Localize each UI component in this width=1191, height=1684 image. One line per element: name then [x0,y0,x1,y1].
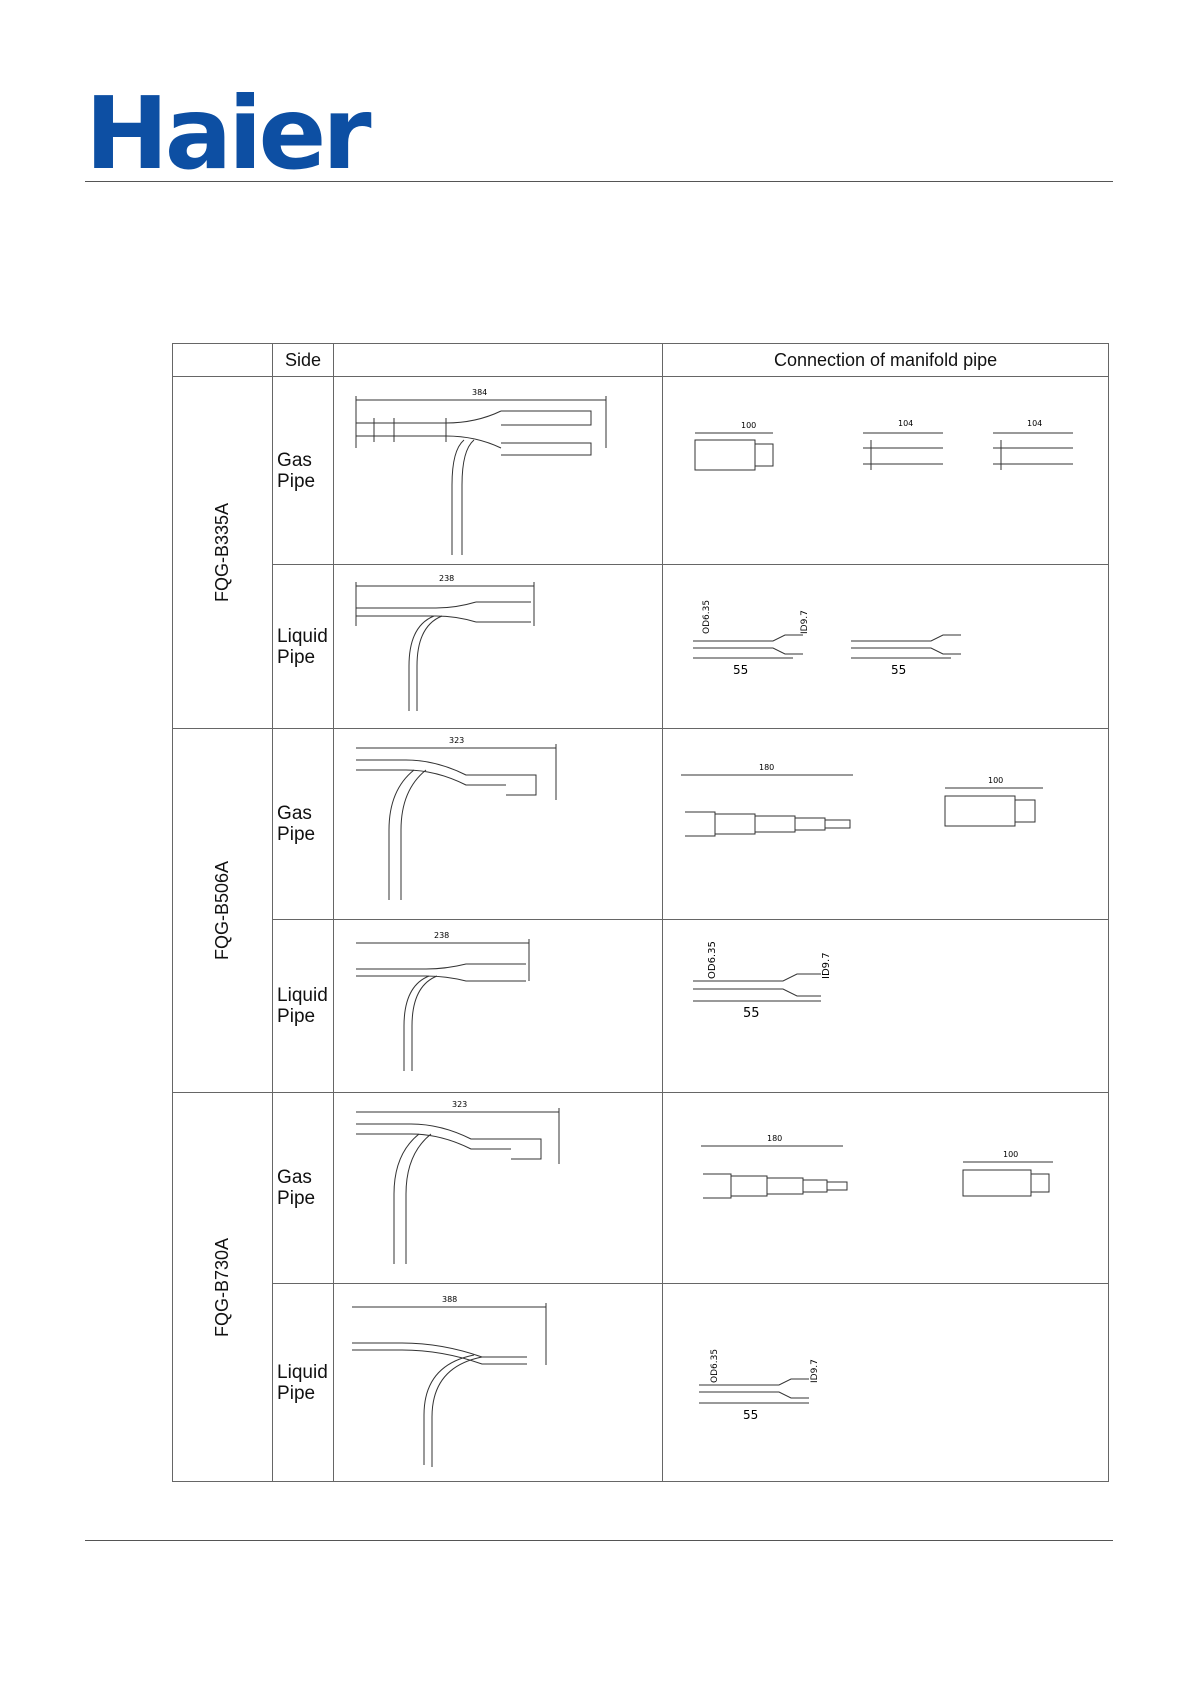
branch-pipe-diagram [334,566,662,728]
liquid-connection-drawing [663,920,1109,1093]
gas-pipe-drawing [334,729,663,920]
header-connection: Connection of manifold pipe [663,344,1109,377]
dimension-label: 384 [472,387,488,397]
side-label: Liquid Pipe [277,1361,328,1404]
connection-diagram [663,1285,1108,1481]
dimension-label: 180 [767,1133,783,1143]
dimension-label: 55 [743,1407,759,1422]
branch-pipe-diagram [334,730,662,919]
connection-diagram [663,566,1108,728]
dimension-label: 55 [743,1005,760,1021]
dimension-label: 100 [1003,1149,1019,1159]
side-label: Liquid Pipe [277,625,328,668]
header-drawing-cell [334,344,663,377]
side-label: Gas Pipe [277,1167,316,1209]
liquid-connection-drawing [663,1284,1109,1482]
table-row [173,1093,1109,1284]
connection-diagram [663,921,1108,1092]
connection-diagram [663,378,1108,564]
header-model-cell [173,344,273,377]
branch-pipe-diagram [334,1285,662,1481]
liquid-pipe-drawing [334,920,663,1093]
dimension-label: ID9.7 [800,609,811,634]
dimension-label: 388 [442,1294,458,1304]
model-cell [173,1093,273,1482]
model-name: FQG-B730A [212,1237,233,1337]
connection-diagram [663,730,1108,919]
dimension-label: 180 [759,762,775,772]
dimension-label: OD6.35 [707,940,719,979]
table-row [173,920,1109,1093]
dimension-label: 323 [452,1099,468,1109]
side-gas [273,1093,334,1284]
branch-pipe-diagram [334,1094,662,1283]
gas-connection-drawing [663,729,1109,920]
footer-divider [85,1540,1113,1541]
table-row [173,1284,1109,1482]
table-header-row [173,344,1109,377]
dimension-label: 55 [891,662,907,677]
side-liquid [273,920,334,1093]
dimension-label: 55 [733,662,749,677]
dimension-label: 100 [741,420,757,430]
branch-pipe-diagram [334,921,662,1092]
table-row [173,377,1109,565]
dimension-label: ID9.7 [821,951,833,979]
table-row [173,729,1109,920]
model-name: FQG-B506A [212,860,233,961]
liquid-pipe-drawing [334,565,663,729]
manifold-pipe-table [172,343,1109,1482]
dimension-label: 238 [439,573,455,583]
connection-diagram [663,1094,1108,1283]
table-row [173,565,1109,729]
gas-pipe-drawing [334,1093,663,1284]
dimension-label: 100 [988,775,1004,785]
side-label: Gas Pipe [277,449,316,492]
liquid-connection-drawing [663,565,1109,729]
model-cell [173,729,273,1093]
side-liquid [273,565,334,729]
dimension-label: 104 [1027,418,1043,428]
side-label: Gas Pipe [277,803,316,845]
gas-connection-drawing [663,1093,1109,1284]
liquid-pipe-drawing [334,1284,663,1482]
side-gas [273,377,334,565]
dimension-label: 238 [434,930,450,940]
dimension-label: 104 [898,418,914,428]
header-side: Side [273,344,334,377]
side-label: Liquid Pipe [277,985,328,1027]
model-cell [173,377,273,729]
side-liquid [273,1284,334,1482]
side-gas [273,729,334,920]
header-divider [85,181,1113,182]
model-name: FQG-B335A [212,502,233,603]
dimension-label: 323 [449,735,465,745]
brand-logo: Haier [85,75,368,192]
dimension-label: ID9.7 [810,1358,821,1383]
dimension-label: OD6.35 [702,599,713,634]
branch-pipe-diagram [334,378,662,564]
gas-pipe-drawing [334,377,663,565]
gas-connection-drawing [663,377,1109,565]
dimension-label: OD6.35 [710,1348,721,1383]
